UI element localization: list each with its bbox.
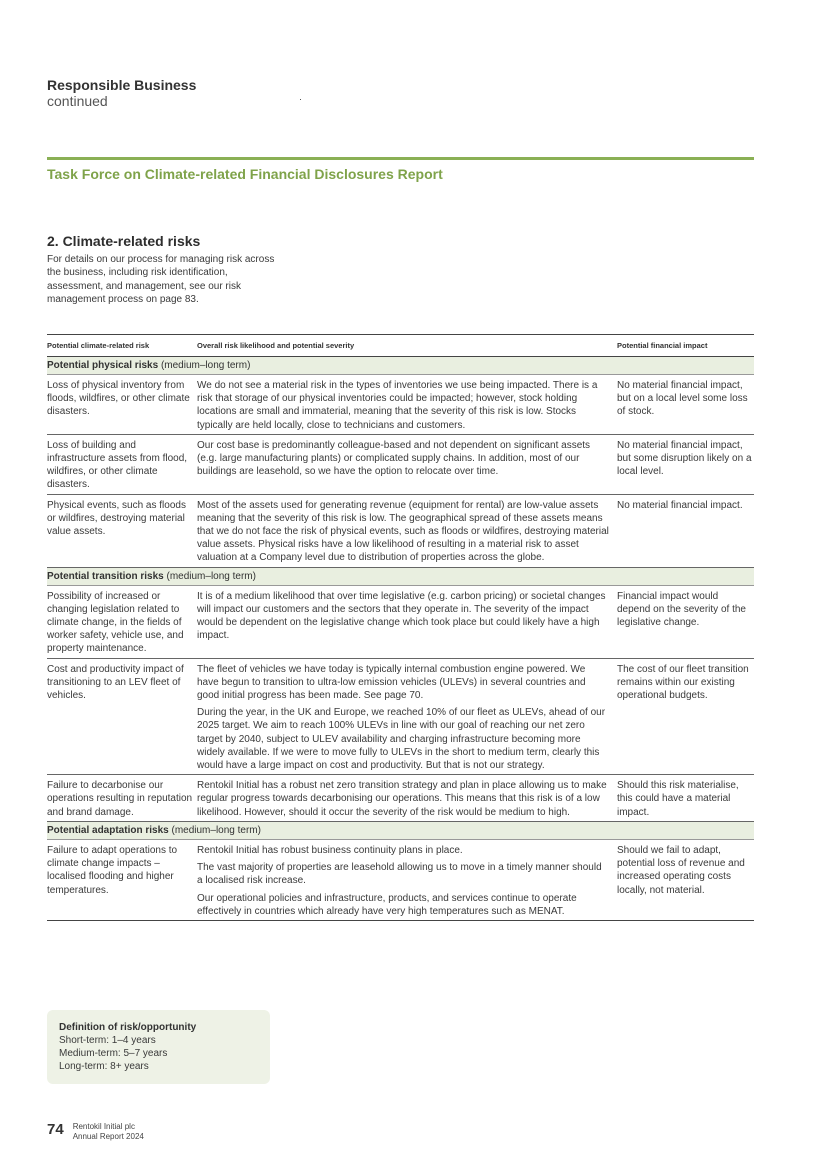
group-header: [47, 357, 754, 375]
column-header: Potential financial impact: [617, 341, 708, 350]
decorative-dot: [300, 99, 301, 100]
table-row: [47, 659, 754, 776]
severity-cell: [197, 663, 617, 773]
footer-company: Rentokil Initial plc: [72, 1122, 135, 1131]
severity-paragraph: It is of a medium likelihood that over time legislative (e.g. carbon pricing) or societal changes will impact our customers and the sectors that they operate in. The severity of the impact would be dependent on the legislative change which took place but could likely have a high impact.: [197, 590, 606, 642]
risk-cell: Failure to decarbonise our operations resulting in reputation and brand damage.: [47, 780, 193, 818]
table-row: [47, 586, 754, 659]
column-header: Overall risk likelihood and potential severity: [197, 341, 355, 350]
impact-cell: No material financial impact.: [617, 499, 743, 511]
risk-cell: Failure to adapt operations to climate change impacts – localised flooding and higher temperatures.: [47, 844, 178, 896]
table-row: [47, 375, 754, 435]
risk-cell: Loss of building and infrastructure assets from flood, wildfires, or other climate disasters.: [47, 439, 188, 491]
severity-paragraph: During the year, in the UK and Europe, we reached 10% of our fleet as ULEVs, ahead of our 2025 target. We aim to reach 100% ULEVs in line with our goal of reaching our net zero target by 2040, subject to ULEV availability and charging infrastructure becoming more widely available. If we were to move fully to ULEVs in the short to medium term, clearly this would have a large impact on cost and productivity. But that is not our strategy.: [197, 707, 606, 772]
table-row: [47, 775, 754, 822]
severity-paragraph: Rentokil Initial has a robust net zero transition strategy and plan in place allowing us to make regular progress towards decarbonising our operations. This means that this risk is of a low likelihood. However, should it occur the severity of the risk would be medium to high.: [197, 780, 607, 818]
risk-cell: Cost and productivity impact of transitioning to an LEV fleet of vehicles.: [47, 663, 184, 702]
severity-paragraph: We do not see a material risk in the types of inventories we use being impacted. There is a risk that storage of our physical inventories could be impacted; however, stock holding locations are small and immaterial, meaning that the severity of this risk is low. Stocks typically are held locally, close to technicians and customers.: [197, 380, 598, 431]
risks-intro: For details on our process for managing risk across the business, including risk identification, assessment, and management, see our risk management process on page 83.: [47, 254, 275, 305]
severity-cell: [197, 439, 617, 492]
group-title: Potential adaptation risks: [47, 824, 169, 836]
column-header: Potential climate-related risk: [47, 341, 150, 350]
group-term: (medium–long term): [171, 824, 261, 836]
page-footer: [47, 1121, 144, 1142]
table-row: [47, 495, 754, 568]
table-row: [47, 435, 754, 495]
impact-cell: Should this risk materialise, this could have a material impact.: [617, 780, 739, 818]
severity-paragraph: Our cost base is predominantly colleague-based and not dependent on significant assets (e.g. large manufacturing plants) or complicated supply chains. In addition, most of our buildings are leasehold, so we have the option to relocate over time.: [197, 439, 591, 478]
group-header: [47, 568, 754, 586]
severity-cell: [197, 379, 617, 432]
page-header: [47, 77, 196, 109]
definition-box: [47, 1010, 270, 1084]
severity-cell: [197, 779, 617, 819]
group-title: Potential transition risks: [47, 570, 164, 582]
group-term: (medium–long term): [160, 360, 251, 371]
risk-cell: Loss of physical inventory from floods, wildfires, or other climate disasters.: [47, 380, 190, 418]
definition-item: Long-term: 8+ years: [59, 1061, 149, 1072]
definition-title: Definition of risk/opportunity: [59, 1022, 197, 1033]
footer-text: [73, 1121, 144, 1142]
impact-cell: The cost of our fleet transition remains within our existing operational budgets.: [617, 663, 749, 702]
footer-report: Annual Report 2024: [72, 1132, 144, 1141]
risk-cell: Physical events, such as floods or wildfires, destroying material value assets.: [47, 499, 186, 538]
group-term: (medium–long term): [166, 570, 256, 582]
group-title: Potential physical risks: [47, 360, 159, 371]
severity-paragraph: Our operational policies and infrastructure, products, and services continue to operate effectively in countries which already have very high temperatures such as MENAT.: [197, 892, 577, 917]
definition-item: Medium-term: 5–7 years: [59, 1048, 168, 1059]
severity-paragraph: Rentokil Initial has robust business continuity plans in place.: [197, 844, 463, 856]
section-divider: [47, 157, 754, 160]
table-header: [47, 334, 754, 357]
risks-heading: 2. Climate-related risks: [47, 233, 201, 249]
header-title: Responsible Business: [47, 77, 197, 93]
group-header: [47, 822, 754, 840]
impact-cell: Should we fail to adapt, potential loss of revenue and increased operating costs locally, not material.: [617, 844, 745, 896]
severity-cell: [197, 590, 617, 656]
definition-item: Short-term: 1–4 years: [59, 1035, 156, 1046]
header-subtitle: continued: [47, 93, 108, 109]
climate-risk-table: [47, 334, 754, 921]
severity-cell: [197, 499, 617, 565]
section-title: Task Force on Climate-related Financial Disclosures Report: [47, 166, 443, 182]
table-row: [47, 840, 754, 921]
impact-cell: No material financial impact, but some disruption likely on a local level.: [617, 439, 752, 478]
page-number: 74: [47, 1121, 64, 1138]
severity-cell: [197, 844, 617, 918]
impact-cell: Financial impact would depend on the severity of the legislative change.: [617, 590, 746, 629]
severity-paragraph: Most of the assets used for generating revenue (equipment for rental) are low-value assets meaning that the severity of this risk is low. The geographical spread of these assets means that we do not face the risk of physical events, such as floods or wildfires, destroying material value assets. Physical risks have a low likelihood of resulting in a material risk to asset valuation at a Company level due to distribution of properties across the globe.: [197, 499, 609, 564]
severity-paragraph: The vast majority of properties are leasehold allowing us to move in a timely manner should a localised risk increase.: [197, 862, 602, 887]
severity-paragraph: The fleet of vehicles we have today is typically internal combustion engine powered. We have begun to transition to ultra-low emission vehicles (ULEVs) in several countries and good initial progress has been made. See page 70.: [197, 663, 586, 702]
risk-cell: Possibility of increased or changing legislation related to climate change, in the fields of worker safety, vehicle use, and property maintenance.: [47, 590, 184, 655]
impact-cell: No material financial impact, but on a local level some loss of stock.: [617, 380, 748, 418]
